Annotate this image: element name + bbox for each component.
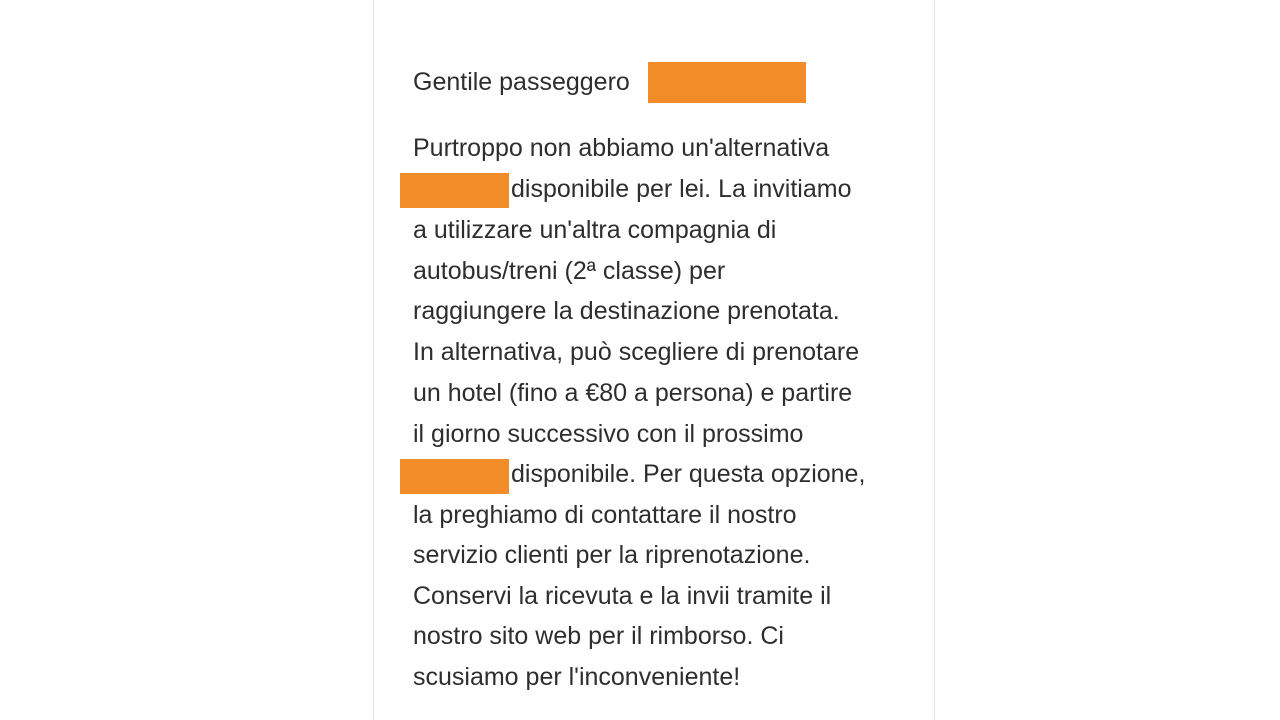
redacted-service-name-2: [400, 459, 509, 494]
body-line-11: servizio clienti per la riprenotazione.: [413, 541, 811, 569]
body-line-13: nostro sito web per il rimborso. Ci: [413, 622, 784, 650]
body-line-5: raggiungere la destinazione prenotata.: [413, 297, 840, 325]
redacted-service-name-1: [400, 173, 509, 208]
body-line-2: disponibile per lei. La invitiamo: [511, 175, 852, 203]
body-line-3: a utilizzare un'altra compagnia di: [413, 216, 777, 244]
body-line-6: In alternativa, può scegliere di prenotare: [413, 338, 860, 366]
body-line-1: Purtroppo non abbiamo un'alternativa: [413, 134, 830, 162]
body-line-4: autobus/treni (2ª classe) per: [413, 257, 726, 285]
body-line-10: la preghiamo di contattare il nostro: [413, 501, 797, 529]
body-line-7: un hotel (fino a €80 a persona) e partire: [413, 379, 853, 407]
body-line-9: disponibile. Per questa opzione,: [511, 460, 866, 488]
body-line-12: Conservi la ricevuta e la invii tramite il: [413, 582, 832, 610]
body-line-14: scusiamo per l'inconveniente!: [413, 663, 741, 691]
redacted-passenger-name: [648, 62, 806, 103]
body-line-8: il giorno successivo con il prossimo: [413, 420, 804, 448]
greeting-text: Gentile passeggero: [413, 68, 630, 96]
